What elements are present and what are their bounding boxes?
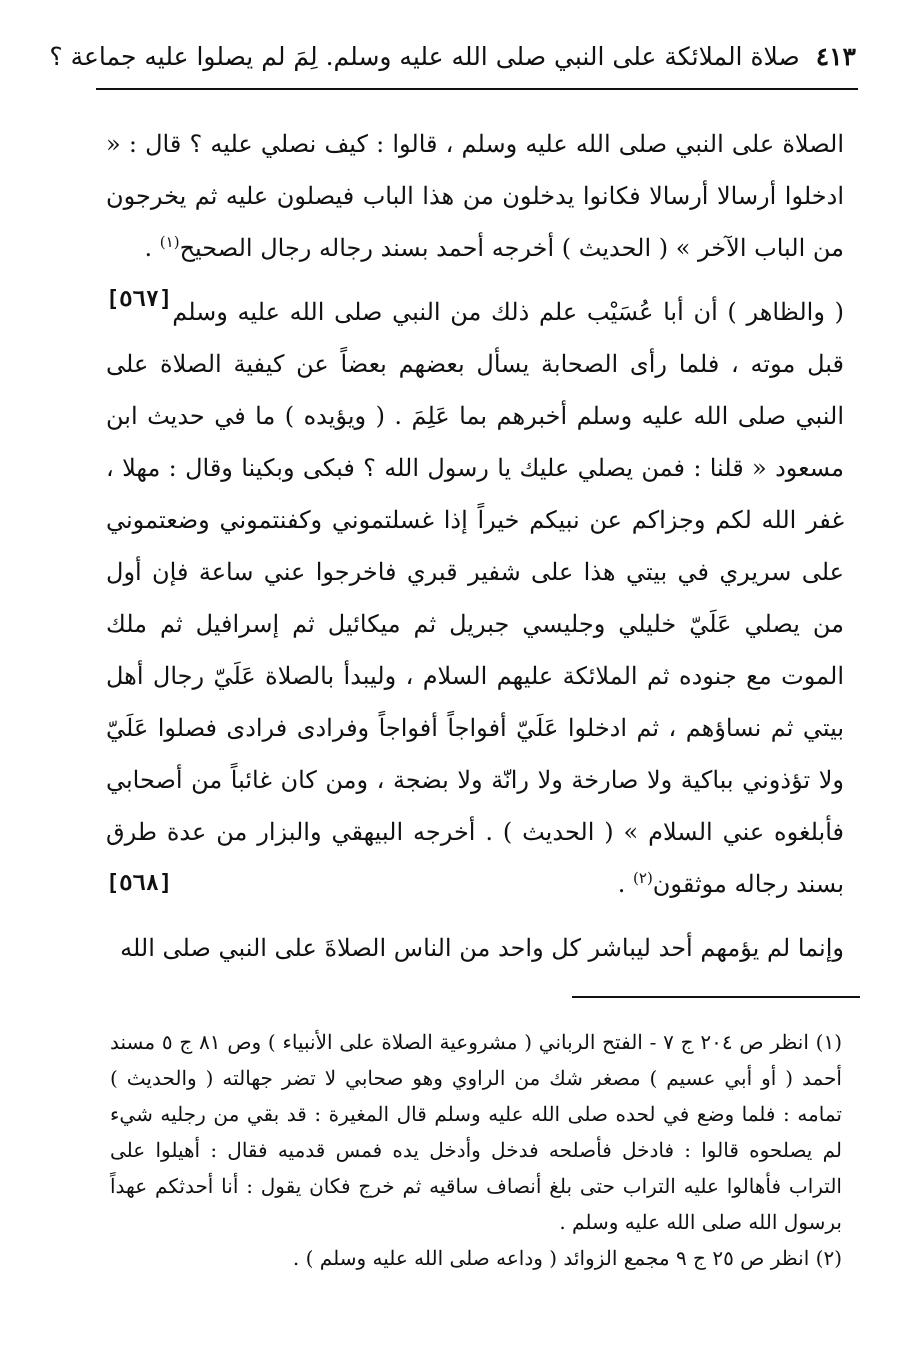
- footnote-2: (٢) انظر ص ٢٥ ج ٩ مجمع الزوائد ( وداعه صلى الله عليه وسلم ) .: [292, 1246, 842, 1270]
- header-divider: [96, 88, 858, 90]
- paragraph: [106, 286, 844, 910]
- sentence-end: .: [144, 234, 160, 262]
- footnote-marker: (١): [159, 233, 180, 251]
- running-header: [49, 30, 856, 82]
- footnotes: [110, 1024, 842, 1276]
- footnote-marker: (٢): [633, 869, 653, 887]
- sentence-end: .: [617, 870, 634, 898]
- main-text: [106, 118, 844, 974]
- page-number: ٤١٣: [815, 41, 856, 71]
- hadith-number: [٥٦٨]: [106, 871, 173, 896]
- running-title: صلاة الملائكة على النبي صلى الله عليه وسلم. لِمَ لم يصلوا عليه جماعة ؟: [49, 41, 800, 71]
- paragraph-text: الصلاة على النبي صلى الله عليه وسلم ، قالوا : كيف نصلي عليه ؟ قال : « ادخلوا أرسالا أرسالا فكانوا يدخلون من هذا الباب فيصلون عليه ثم يخرجون من الباب الآخر » ( الحديث ) أخرجه أحمد بسند رجاله رجال الصحيح: [106, 130, 844, 262]
- paragraph-text: ( والظاهر ) أن أبا عُسَيْب علم ذلك من النبي صلى الله عليه وسلم قبل موته ، فلما رأى الصحابة يسأل بعضهم بعضاً عن كيفية الصلاة على النبي صلى الله عليه وسلم أخبرهم بما عَلِمَ . ( ويؤيده ) ما في حديث ابن مسعود « قلنا : فمن يصلي عليك يا رسول الله ؟ فبكى وبكينا وقال : مهلا ، غفر الله لكم وجزاكم عن نبيكم خيراً إذا غسلتموني وكفنتموني وضعتموني على سريري في بيتي هذا على شفير قبري فاخرجوا عني ساعة فإن أول من يصلي عَلَيّ خليلي وجليسي جبريل ثم ميكائيل ثم إسرافيل ثم ملك الموت مع جنوده ثم الملائكة عليهم السلام ، وليبدأ بالصلاة عَلَيّ رجال أهل بيتي ثم نساؤهم ، ثم ادخلوا عَلَيّ أفواجاً أفواجاً وفرادى فرادى فصلوا عَلَيّ ولا تؤذوني بباكية ولا صارخة ولا رانّة ولا بضجة ، ومن كان غائباً من أصحابي فأبلغوه عني السلام » ( الحديث ) . أخرجه البيهقي والبزار من عدة طرق بسند رجاله موثقون: [106, 298, 844, 898]
- paragraph: [106, 922, 844, 974]
- paragraph-text: وإنما لم يؤمهم أحد ليباشر كل واحد من الناس الصلاةَ على النبي صلى الله: [120, 934, 844, 962]
- paragraph: [106, 118, 844, 312]
- hadith-number: [٥٦٧]: [106, 287, 173, 312]
- footnote-divider: [572, 996, 860, 998]
- footnote-1: (١) انظر ص ٢٠٤ ج ٧ - الفتح الرباني ( مشروعية الصلاة على الأنبياء ) وص ٨١ ج ٥ مسند أحمد ( أو أبي عسيم ) مصغر شك من الراوي وهو صحابي لا تضر جهالته ( والحديث ) تمامه : فلما وضع في لحده صلى الله عليه وسلم قال المغيرة : قد بقي من رجليه شيء لم يصلحوه قالوا : فادخل فأصلحه فدخل وأدخل يده فمس قدميه فقال : أهيلوا على التراب فأهالوا عليه التراب حتى بلغ أنصاف ساقيه ثم خرج فكان يقول : أنا أحدثكم عهداً برسول الله صلى الله عليه وسلم .: [110, 1030, 843, 1234]
